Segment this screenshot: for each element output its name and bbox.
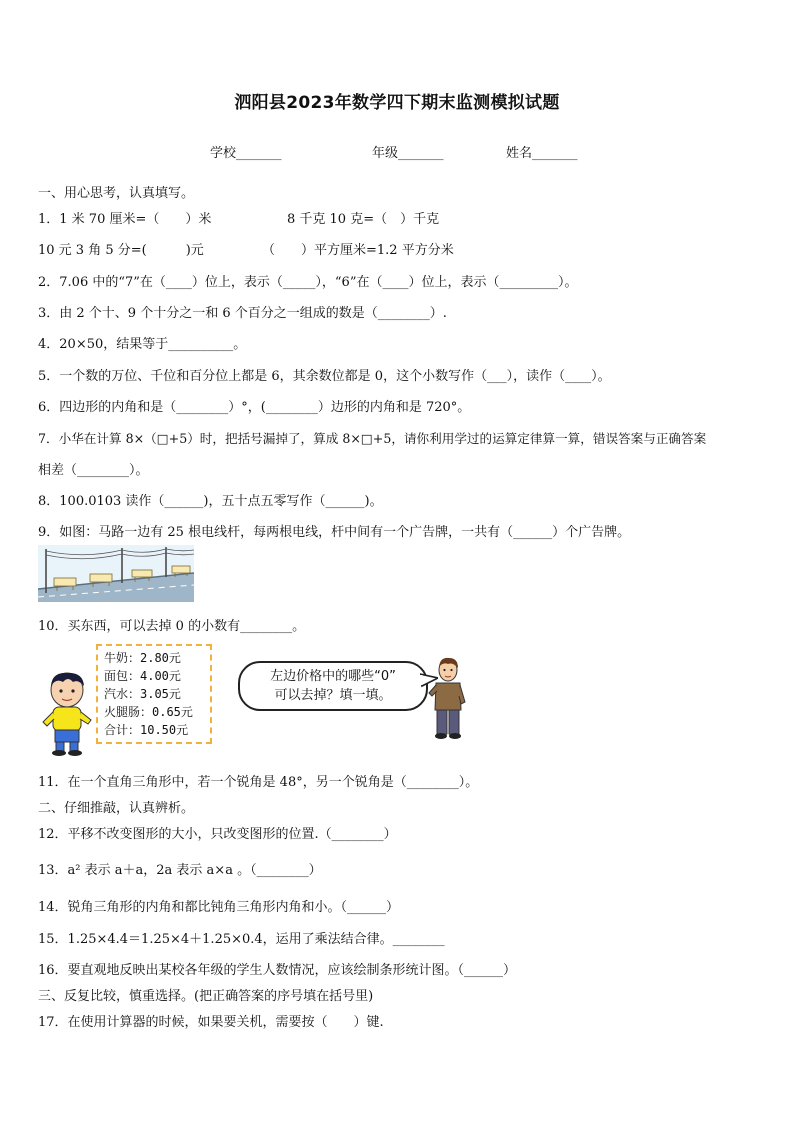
question-8: 8．100.0103 读作（______)，五十点五零写作（______)。 <box>38 494 383 509</box>
question-6: 6．四边形的内角和是（________）°，(________）边形的内角和是 720°。 <box>38 400 471 415</box>
speech-line-1: 左边价格中的哪些“0” <box>270 669 396 684</box>
price-item-sausage: 火腿肠：0.65元 <box>104 705 193 719</box>
speech-line-2: 可以去掉？填一填。 <box>274 688 392 703</box>
school-field[interactable]: 学校_______ <box>210 146 282 161</box>
question-3: 3．由 2 个十、9 个十分之一和 6 个百分之一组成的数是（________）. <box>38 306 447 321</box>
section-heading-1: 一、用心思考，认真填写。 <box>38 186 195 201</box>
question-7b: 相差（________）。 <box>38 463 149 478</box>
section-heading-2: 二、仔细推敲，认真辨析。 <box>38 801 195 816</box>
question-14: 14．锐角三角形的内角和都比钝角三角形内角和小。（______） <box>38 900 400 915</box>
question-2: 2．7.06 中的“7”在（____）位上，表示（_____），“6”在（____）位上，表示（_________）。 <box>38 275 578 290</box>
question-9: 9．如图：马路一边有 25 根电线杆，每两根电线，杆中间有一个广告牌，一共有（______）个广告牌。 <box>38 525 631 540</box>
question-4: 4．20×50，结果等于__________。 <box>38 337 247 352</box>
question-16: 16．要直观地反映出某校各年级的学生人数情况，应该绘制条形统计图。（______） <box>38 963 517 978</box>
question-12: 12．平移不改变图形的大小，只改变图形的位置.（________） <box>38 827 397 842</box>
question-17: 17．在使用计算器的时候，如果要关机，需要按（ ）键. <box>38 1015 384 1030</box>
question-15: 15．1.25×4.4＝1.25×4＋1.25×0.4，运用了乘法结合律。________ <box>38 932 445 947</box>
boy-illustration <box>38 670 96 756</box>
question-5: 5．一个数的万位、千位和百分位上都是 6，其余数位都是 0，这个小数写作（___），读作（____）。 <box>38 369 611 384</box>
question-1c: 10 元 3 角 5 分=( )元 <box>38 243 204 258</box>
price-list <box>96 644 212 744</box>
question-13: 13．a² 表示 a＋a，2a 表示 a×a 。（________） <box>38 863 322 878</box>
name-field[interactable]: 姓名_______ <box>506 146 578 161</box>
speech-bubble <box>238 661 428 711</box>
page-title: 泗阳县2023年数学四下期末监测模拟试题 <box>234 93 560 113</box>
section-heading-3: 三、反复比较，慎重选择。(把正确答案的序号填在括号里) <box>38 989 374 1004</box>
question-1b: 8 千克 10 克=（ ）千克 <box>287 212 440 227</box>
price-item-soda: 汽水：3.05元 <box>104 687 181 701</box>
question-7a: 7．小华在计算 8×（□+5）时，把括号漏掉了，算成 8×□+5，请你利用学过的运算定律算一算，错误答案与正确答案 <box>38 431 707 446</box>
price-item-bread: 面包：4.00元 <box>104 669 181 683</box>
price-total: 合计：10.50元 <box>104 723 189 737</box>
grade-field[interactable]: 年级_______ <box>372 146 444 161</box>
question-1a: 1．1 米 70 厘米=（ ）米 <box>38 212 212 227</box>
man-illustration <box>428 656 468 742</box>
question-1d: （ ）平方厘米=1.2 平方分米 <box>262 243 454 258</box>
road-illustration <box>38 545 194 602</box>
question-10: 10．买东西，可以去掉 0 的小数有________。 <box>38 619 306 634</box>
question-11: 11．在一个直角三角形中，若一个锐角是 48°，另一个锐角是（________）。 <box>38 775 479 790</box>
price-item-milk: 牛奶：2.80元 <box>104 651 181 665</box>
